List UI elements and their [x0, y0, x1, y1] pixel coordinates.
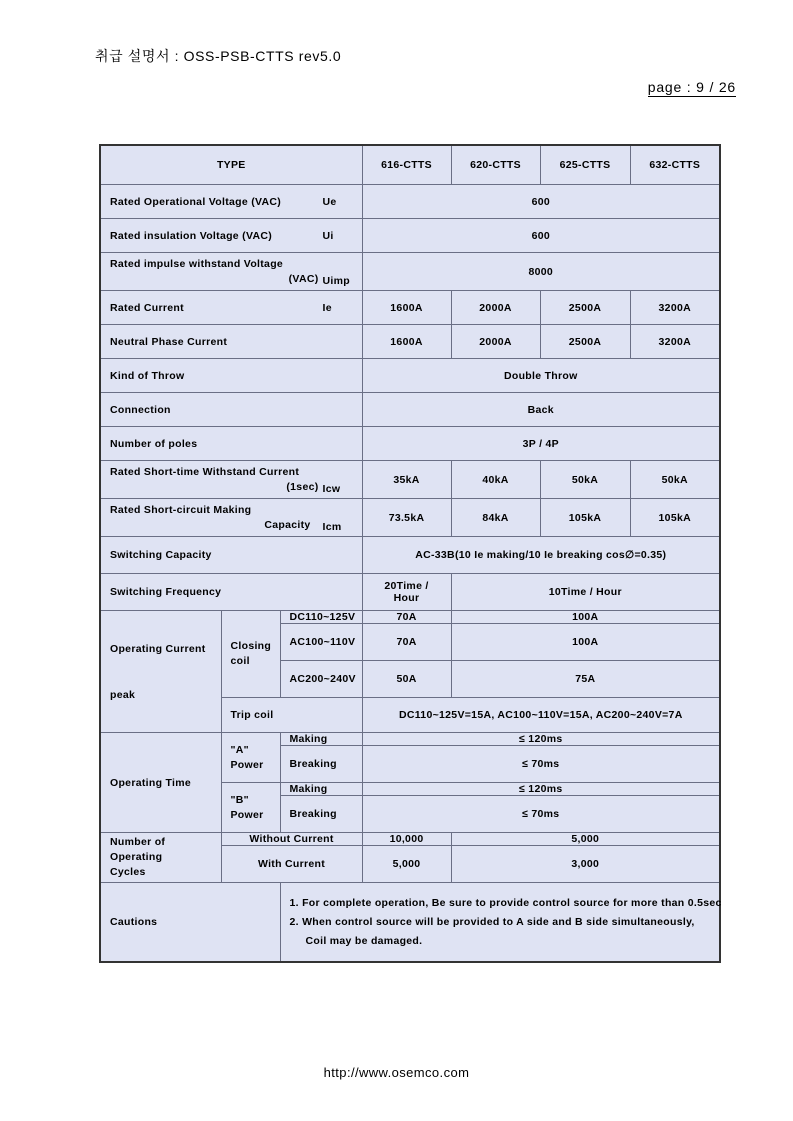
a-power-line1: "A" [230, 743, 249, 756]
symbol-icw: Icw [322, 483, 341, 495]
value-switching-capacity: AC-33B(10 Ie making/10 Ie breaking cos∅=0.35) [362, 537, 720, 574]
row-label-cautions: Cautions [100, 883, 280, 963]
specification-table [99, 144, 721, 963]
row-label-rated-current [100, 291, 362, 325]
value-trip-coil: DC110~125V=15A, AC100~110V=15A, AC200~240V=7A [362, 698, 720, 733]
action-label-a-making: Making [280, 733, 362, 746]
document-footer [0, 1065, 793, 1080]
value-operating-current-ac100-rest: 100A [451, 624, 720, 661]
table-row [100, 359, 720, 393]
value-rated-current-625: 2500A [540, 291, 630, 325]
value-cycles-with-current-rest: 3,000 [451, 846, 720, 883]
value-icm-632: 105kA [630, 499, 720, 537]
action-label-b-making: Making [280, 783, 362, 796]
document-title: 취급 설명서 : OSS-PSB-CTTS rev5.0 [95, 48, 342, 64]
condition-label-without-current: Without Current [221, 833, 362, 846]
value-icm-616: 73.5kA [362, 499, 451, 537]
label-text-line1: Rated impulse withstand Voltage [110, 257, 284, 270]
symbol-uimp: Uimp [322, 275, 350, 287]
table-row [100, 499, 720, 537]
closing-coil-line1: Closing [230, 640, 272, 652]
table-row [100, 611, 720, 624]
value-switching-frequency-rest: 10Time / Hour [451, 574, 720, 611]
value-rated-insulation-voltage: 600 [362, 219, 720, 253]
row-label-connection: Connection [100, 393, 362, 427]
table-row [100, 219, 720, 253]
row-label-kind-of-throw: Kind of Throw [100, 359, 362, 393]
row-label-rated-impulse-withstand-voltage [100, 253, 362, 291]
table-row [100, 574, 720, 611]
page-number: page : 9 / 26 [647, 79, 736, 95]
value-operating-current-ac100-616: 70A [362, 624, 451, 661]
table-row [100, 185, 720, 219]
value-operating-current-dc110-616: 70A [362, 611, 451, 624]
table-row [100, 291, 720, 325]
b-power-line1: "B" [230, 793, 249, 806]
cautions-content [280, 883, 720, 963]
value-a-power-breaking: ≤ 70ms [362, 746, 720, 783]
row-label-switching-capacity: Switching Capacity [100, 537, 362, 574]
label-text-line2: Cycles [110, 866, 146, 878]
symbol-ue: Ue [322, 195, 337, 208]
subgroup-label-b-power [221, 783, 280, 833]
row-label-rated-operational-voltage [100, 185, 362, 219]
b-power-line2: Power [230, 808, 264, 821]
action-label-a-breaking: Breaking [280, 746, 362, 783]
symbol-ui: Ui [322, 229, 334, 242]
symbol-icm: Icm [322, 521, 342, 533]
label-text-line2: peak [110, 688, 136, 701]
table-row [100, 833, 720, 846]
caution-item-1: 1. For complete operation, Be sure to provide control source for more than 0.5sec [289, 896, 722, 909]
subgroup-label-closing-coil [221, 611, 280, 698]
value-neutral-phase-current-625: 2500A [540, 325, 630, 359]
value-number-of-poles: 3P / 4P [362, 427, 720, 461]
value-icm-625: 105kA [540, 499, 630, 537]
document-header [0, 46, 793, 106]
row-label-operating-time: Operating Time [100, 733, 221, 833]
voltage-label-ac100-110v: AC100~110V [280, 624, 362, 661]
value-icw-625: 50kA [540, 461, 630, 499]
specification-table-container [99, 144, 722, 963]
value-cycles-without-current-616: 10,000 [362, 833, 451, 846]
row-label-number-of-operating-cycles [100, 833, 221, 883]
label-text-line2: Capacity [264, 518, 311, 531]
symbol-ie: Ie [322, 301, 332, 314]
table-row [100, 537, 720, 574]
value-rated-operational-voltage: 600 [362, 185, 720, 219]
table-row [100, 253, 720, 291]
value-operating-current-ac200-rest: 75A [451, 661, 720, 698]
label-text-line1: Operating Current [110, 642, 206, 655]
value-icw-620: 40kA [451, 461, 540, 499]
caution-item-2-continued: Coil may be damaged. [305, 934, 423, 947]
company-website: http://www.osemco.com [323, 1065, 470, 1080]
value-connection: Back [362, 393, 720, 427]
value-cycles-without-current-rest: 5,000 [451, 833, 720, 846]
value-icw-632: 50kA [630, 461, 720, 499]
table-row [100, 733, 720, 746]
value-cycles-with-current-616: 5,000 [362, 846, 451, 883]
label-text-line2: (1sec) [286, 480, 319, 493]
value-rated-current-632: 3200A [630, 291, 720, 325]
table-row [100, 883, 720, 963]
column-header-model-625: 625-CTTS [540, 145, 630, 185]
value-b-power-making: ≤ 120ms [362, 783, 720, 796]
label-text-line1: Rated Short-time Withstand Current [110, 465, 300, 478]
row-label-switching-frequency: Switching Frequency [100, 574, 362, 611]
row-label-operating-current-peak [100, 611, 221, 733]
label-text: Rated Operational Voltage (VAC) [110, 195, 282, 208]
label-text: Rated insulation Voltage (VAC) [110, 229, 273, 242]
value-operating-current-ac200-616: 50A [362, 661, 451, 698]
column-header-type: TYPE [100, 145, 362, 185]
row-label-rated-short-circuit-making-capacity [100, 499, 362, 537]
table-row [100, 325, 720, 359]
column-header-model-632: 632-CTTS [630, 145, 720, 185]
column-header-model-620: 620-CTTS [451, 145, 540, 185]
label-text-line1: Rated Short-circuit Making [110, 503, 252, 516]
value-b-power-breaking: ≤ 70ms [362, 796, 720, 833]
closing-coil-line2: coil [230, 655, 250, 667]
value-operating-current-dc110-rest: 100A [451, 611, 720, 624]
value-icm-620: 84kA [451, 499, 540, 537]
value-neutral-phase-current-620: 2000A [451, 325, 540, 359]
condition-label-with-current: With Current [221, 846, 362, 883]
label-text-line2: (VAC) [288, 272, 319, 285]
row-label-rated-short-time-withstand-current [100, 461, 362, 499]
value-rated-current-616: 1600A [362, 291, 451, 325]
value-switching-frequency-616: 20Time / Hour [362, 574, 451, 611]
label-text-line1: Number of Operating [110, 836, 166, 863]
subgroup-label-trip-coil: Trip coil [221, 698, 362, 733]
action-label-b-breaking: Breaking [280, 796, 362, 833]
column-header-model-616: 616-CTTS [362, 145, 451, 185]
value-kind-of-throw: Double Throw [362, 359, 720, 393]
label-text: Neutral Phase Current [110, 335, 228, 348]
value-neutral-phase-current-616: 1600A [362, 325, 451, 359]
value-neutral-phase-current-632: 3200A [630, 325, 720, 359]
value-icw-616: 35kA [362, 461, 451, 499]
value-a-power-making: ≤ 120ms [362, 733, 720, 746]
subgroup-label-a-power [221, 733, 280, 783]
row-label-neutral-phase-current [100, 325, 362, 359]
label-text: Rated Current [110, 301, 184, 314]
value-rated-impulse-withstand-voltage: 8000 [362, 253, 720, 291]
table-row [100, 461, 720, 499]
table-row [100, 393, 720, 427]
value-rated-current-620: 2000A [451, 291, 540, 325]
row-label-number-of-poles: Number of poles [100, 427, 362, 461]
caution-item-2: 2. When control source will be provided to A side and B side simultaneously, [289, 915, 695, 928]
a-power-line2: Power [230, 758, 264, 771]
table-row [100, 427, 720, 461]
row-label-rated-insulation-voltage [100, 219, 362, 253]
voltage-label-dc110-125v: DC110~125V [280, 611, 362, 624]
voltage-label-ac200-240v: AC200~240V [280, 661, 362, 698]
table-header-row [100, 145, 720, 185]
